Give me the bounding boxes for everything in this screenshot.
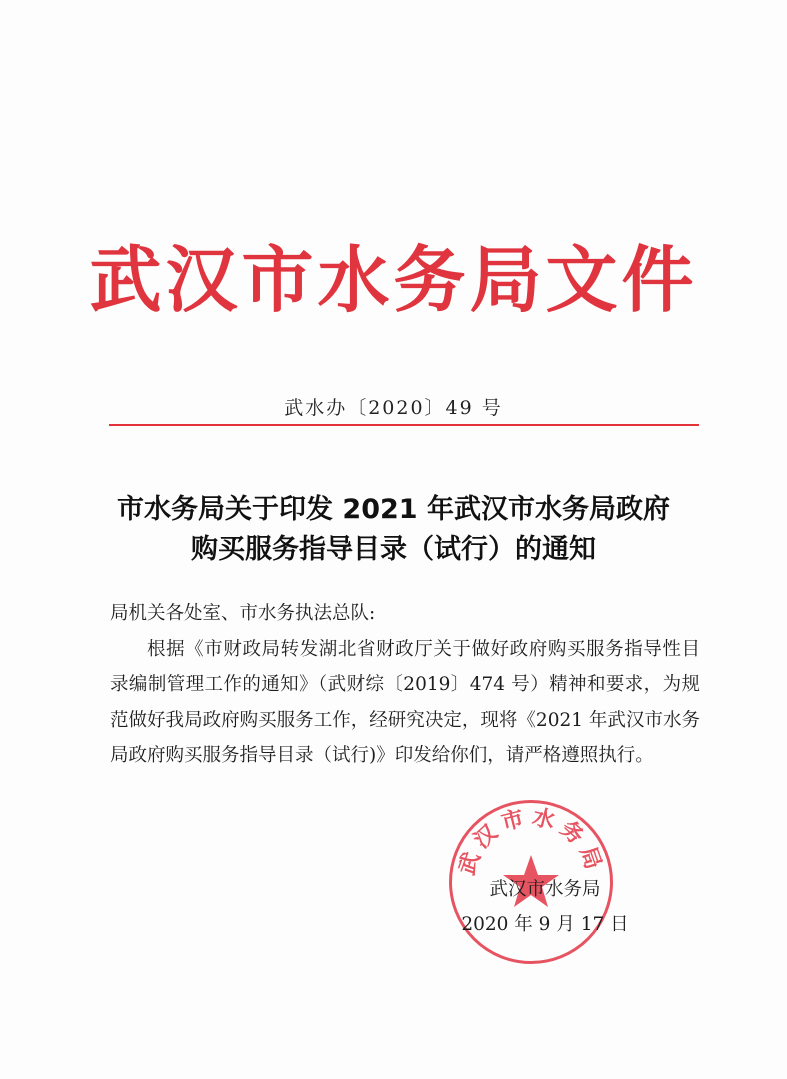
seal-text: 武汉市水务局 [453,803,609,879]
document-header-title: 武汉市水务局文件 [89,237,698,322]
notice-body [110,596,700,774]
notice-title-line-2: 购买服务指导目录（试行）的通知 [191,534,596,565]
addressee: 局机关各处室、市水务执法总队: [110,603,376,624]
body-paragraph: 根据《市财政局转发湖北省财政厅关于做好政府购买服务指导性目录编制管理工作的通知》（武财综〔2019〕474 号）精神和要求，为规范做好我局政府购买服务工作，经研究决定，现将《2021 年武汉市水务局政府购买服务指导目录（试行)》印发给你们，请严格遵照执行。 [110,638,700,766]
notice-title [60,490,727,570]
signature-block [455,872,635,942]
notice-title-line-1: 市水务局关于印发 2021 年武汉市水务局政府 [117,494,670,525]
signing-organization: 武汉市水务局 [489,879,601,900]
signing-date: 2020 年 9 月 17 日 [461,914,629,935]
header-divider [109,424,699,426]
document-number: 武水办〔2020〕49 号 [284,397,503,419]
